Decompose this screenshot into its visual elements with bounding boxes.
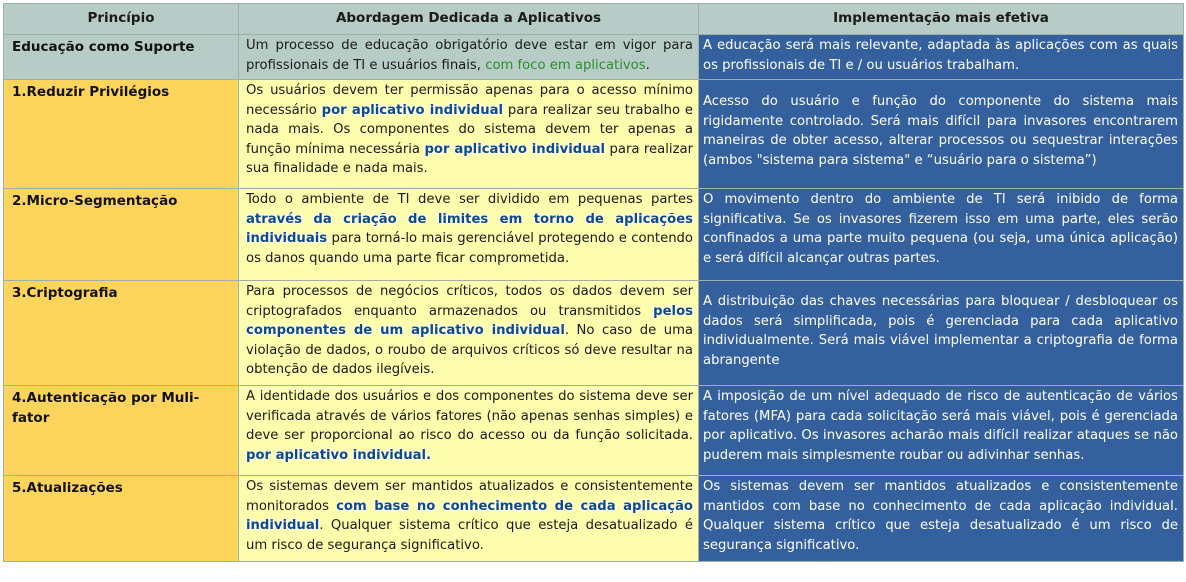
approach-text: para realizar sua finalidade e nada mais.: [246, 141, 694, 177]
implementation-cell: Os sistemas devem ser mantidos atualizados e consistentemente mantidos com base no conhecimento de cada aplicação individual. Qualquer sistema crítico que esteja desatualizado é um risco de segurança significativo.: [699, 476, 1184, 562]
table-row-autenticacao: [4, 386, 1184, 476]
approach-highlight: com foco em aplicativos: [485, 57, 646, 73]
principle-cell: 5.Atualizações: [4, 476, 239, 562]
approach-text: . No caso de uma violação de dados, o roubo de arquivos críticos só deve resultar na obtenção de dados ilegíveis.: [246, 323, 693, 378]
approach-cell: [239, 476, 699, 562]
header-principio: Princípio: [4, 4, 239, 35]
approach-cell: [239, 386, 699, 476]
approach-highlight: por aplicativo individual: [321, 102, 503, 118]
approach-highlight: através da criação de limites em torno de aplicações individuais: [246, 211, 693, 247]
approach-highlight: pelos componentes de um aplicativo individual: [246, 303, 693, 339]
approach-highlight: por aplicativo individual.: [246, 447, 432, 463]
principle-cell: 3.Criptografia: [4, 281, 239, 386]
approach-cell: [239, 80, 699, 189]
implementation-cell: [699, 281, 1184, 386]
table-row-micro-segmentacao: [4, 189, 1184, 281]
approach-cell: [239, 35, 699, 80]
implementation-cell: [699, 80, 1184, 189]
implementation-cell: O movimento dentro do ambiente de TI será inibido de forma significativa. Se os invasores fizerem isso em uma parte, eles serão confinados a uma parte muito pequena (ou seja, uma única aplicação) e será difícil alcançar outras partes.: [699, 189, 1184, 281]
header-row: [4, 4, 1184, 35]
approach-text: Todo o ambiente de TI deve ser dividido em pequenas partes: [246, 192, 693, 207]
principle-cell: 4.Autenticação por Muli-fator: [4, 386, 239, 476]
approach-text: Um processo de educação obrigatório deve estar em vigor para profissionais de TI e usuários finais,: [246, 38, 693, 73]
table-row-criptografia: [4, 281, 1184, 386]
table-row-reduzir-privilegios: [4, 80, 1184, 189]
implementation-cell: A imposição de um nível adequado de risco de autenticação de vários fatores (MFA) para cada solicitação será mais viável, pois é gerenciada por aplicativo. Os invasores acharão mais difícil realizar ataques se não puderem mais simplesmente roubar ou adivinhar senhas.: [699, 386, 1184, 476]
principle-cell: Educação como Suporte: [4, 35, 239, 80]
principle-cell: 2.Micro-Segmentação: [4, 189, 239, 281]
approach-text: .: [645, 57, 650, 73]
approach-cell: [239, 189, 699, 281]
approach-text: A identidade dos usuários e dos componentes do sistema deve ser verificada através de vários fatores (não apenas senhas simples) e deve ser proporcional ao risco do acesso ou da função solicitada.: [246, 389, 693, 444]
approach-highlight: com base no conhecimento de cada aplicação individual: [246, 498, 693, 534]
implementation-text: A distribuição das chaves necessárias para bloquear / desbloquear os dados será simplificada, pois é gerenciada para cada aplicativo individualmente. Será mais viável implementar a criptografia de forma abrangente: [703, 294, 1178, 368]
approach-text: . Qualquer sistema crítico que esteja desatualizado é um risco de segurança significativo.: [246, 518, 693, 553]
approach-text: para realizar seu trabalho e nada mais. Os componentes do sistema devem ter apenas a função mínima necessária: [246, 102, 693, 157]
implementation-text: Acesso do usuário e função do componente do sistema mais rigidamente controlado. Será mais difícil para invasores encontrarem maneiras de obter acesso, alterar processos ou sequestrar interações (ambos "sistema para sistema" e “usuário para o sistema”): [703, 94, 1178, 168]
approach-cell: [239, 281, 699, 386]
table-row-atualizacoes: [4, 476, 1184, 562]
table-row-educacao: [4, 35, 1184, 80]
header-abordagem: Abordagem Dedicada a Aplicativos: [239, 4, 699, 35]
approach-text: Os usuários devem ter permissão apenas para o acesso mínimo necessário: [246, 83, 693, 118]
approach-highlight: por aplicativo individual: [424, 141, 606, 157]
principle-cell: 1.Reduzir Privilégios: [4, 80, 239, 189]
approach-text: para torná-lo mais gerenciável protegendo e contendo os danos quando uma parte ficar comprometida.: [246, 231, 693, 266]
implementation-cell: A educação será mais relevante, adaptada às aplicações com as quais os profissionais de TI e / ou usuários trabalham.: [699, 35, 1184, 80]
principles-table: [3, 3, 1184, 562]
approach-text: Os sistemas devem ser mantidos atualizados e consistentemente monitorados: [246, 479, 693, 514]
approach-text: Para processos de negócios críticos, todos os dados devem ser criptografados enquanto armazenados ou transmitidos: [246, 284, 693, 319]
header-implementacao: Implementação mais efetiva: [699, 4, 1184, 35]
